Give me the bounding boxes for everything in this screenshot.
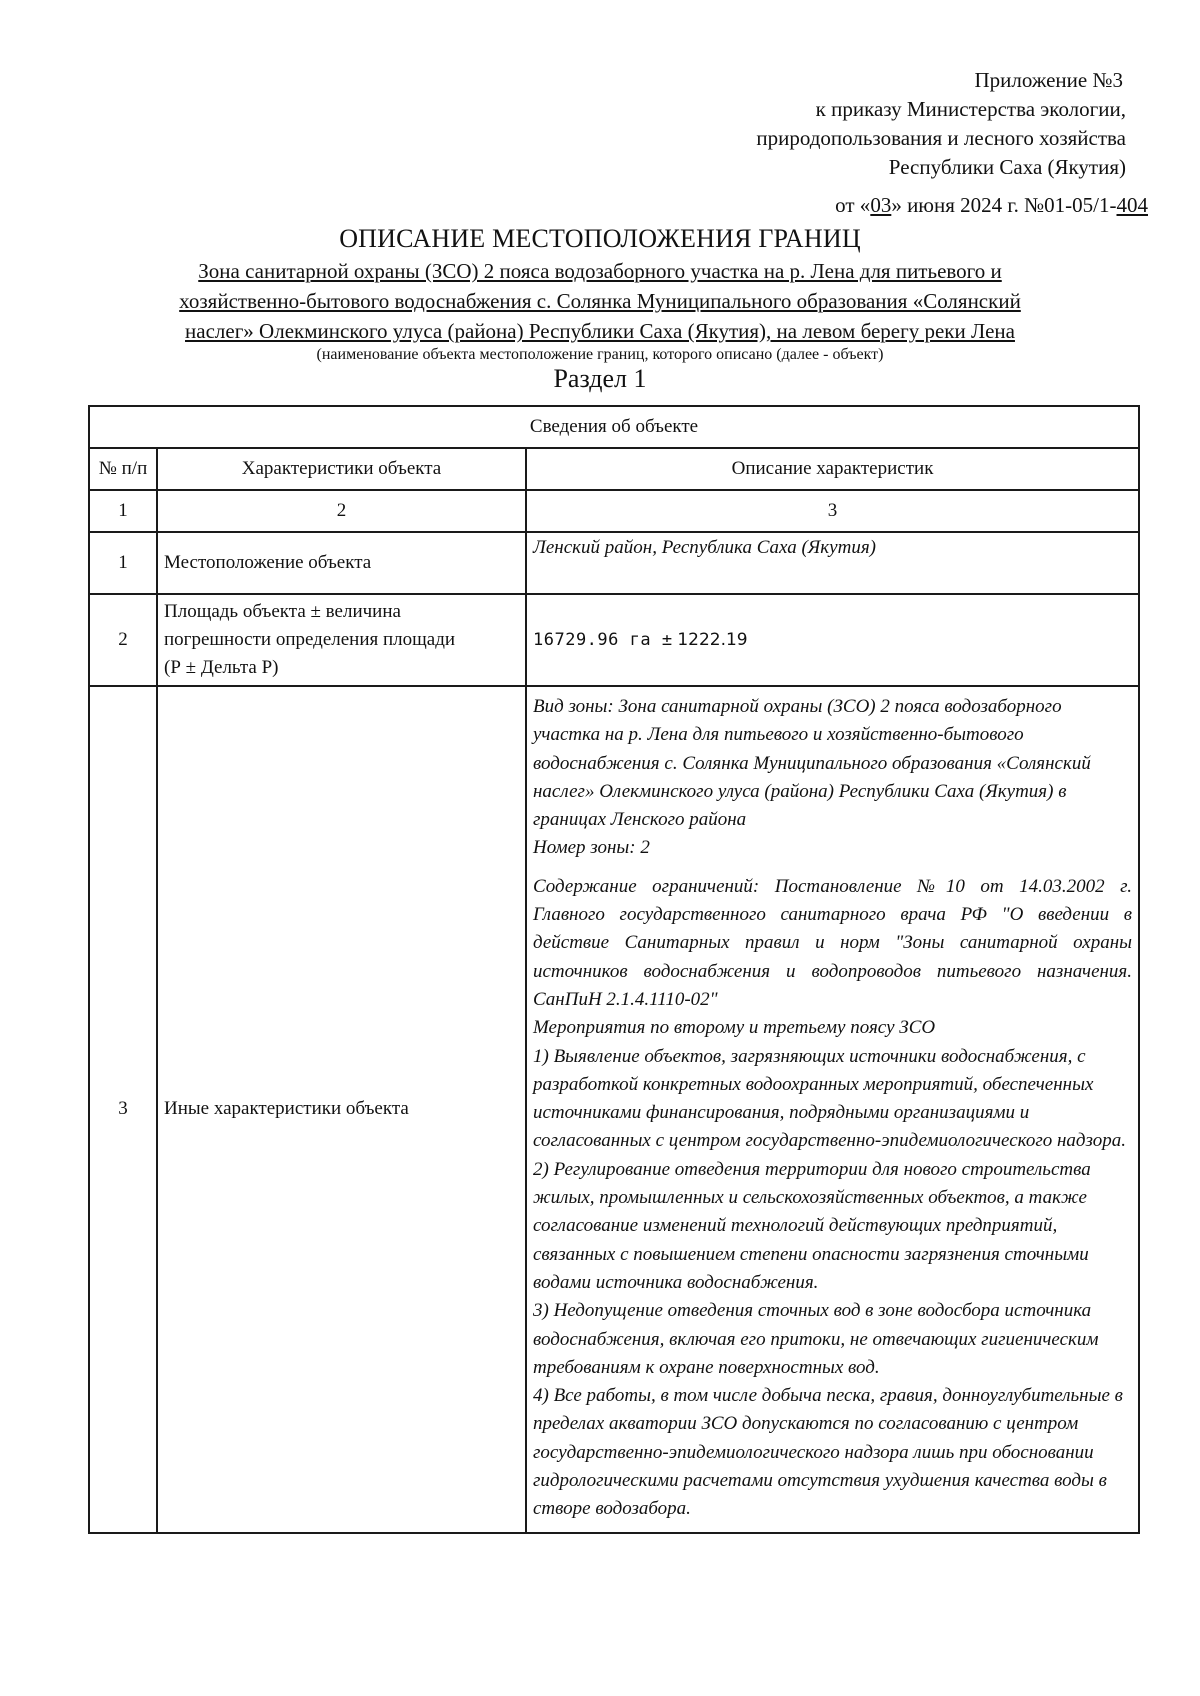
zone-type: Вид зоны: Зона санитарной охраны (ЗСО) 2 пояса водозаборного участка на р. Лена для питьевого и хозяйственно-бытового водоснабжения с. Солянка Муниципального образования «Солянский наслег» Олекминского улуса (района) Республики Саха (Якутия) в границах Ленского района xyxy=(533,696,1091,831)
order-prefix: от « xyxy=(835,193,871,217)
row-number: 2 xyxy=(89,594,157,686)
restrictions-content: Содержание ограничений: Постановление №10 от 14.03.2002 г. Главного государственного санитарного врача РФ "О введении в действие Санитарных правил и норм "Зоны санитарной охраны источников водоснабжения и водопроводов питьевого назначения. СанПиН 2.1.4.1110-02" xyxy=(533,875,1133,1010)
measure-item: 3) Недопущение отведения сточных вод в зоне водосбора источника водоснабжения, включая его притоки, не отвечающих гигиеническим требованиям к охране поверхностных вод. xyxy=(533,1300,1099,1378)
measure-item: 4) Все работы, в том числе добыча песка, гравия, донноуглубительные в пределах акватории ЗСО допускаются по согласованию с центром государственно-эпидемиологического надзора лишь при обосновании гидрологическими расчетами отсутствия ухудшения качества воды в створе водозабора. xyxy=(533,1385,1123,1520)
column-number-cell: 1 xyxy=(89,490,157,532)
column-number-cell: 3 xyxy=(526,490,1139,532)
document-title: ОПИСАНИЕ МЕСТОПОЛОЖЕНИЯ ГРАНИЦ xyxy=(339,224,861,253)
appendix-ministry: природопользования и лесного хозяйства xyxy=(756,126,1126,150)
characteristic-line: Площадь объекта ± величина xyxy=(164,601,401,622)
measure-item: 2) Регулирование отведения территории для нового строительства жилых, промышленных и сельскохозяйственных объектов, а также согласование изменений технологий действующих предприятий, связанных с повышением степени опасности загрязнения сточными водами источника водоснабжения. xyxy=(533,1158,1091,1293)
appendix-header xyxy=(548,66,1148,220)
appendix-number: Приложение №3 xyxy=(974,68,1123,92)
object-name-line: Зона санитарной охраны (ЗСО) 2 пояса водозаборного участка на р. Лена для питьевого и xyxy=(198,259,1002,283)
row-characteristic: Иные характеристики объекта xyxy=(157,686,526,1533)
table-row xyxy=(89,594,1139,686)
table-row xyxy=(89,686,1139,1533)
appendix-republic: Республики Саха (Якутия) xyxy=(888,155,1126,179)
table-column-numbers-row xyxy=(89,490,1139,532)
order-date-number xyxy=(548,191,1148,220)
characteristic-line: погрешности определения площади xyxy=(164,629,456,650)
characteristic-line: (Р ± Дельта Р) xyxy=(164,657,279,678)
table-caption-row xyxy=(89,406,1139,448)
order-number: 404 xyxy=(1116,193,1148,217)
section-title: Раздел 1 xyxy=(553,364,647,393)
table-row xyxy=(89,532,1139,594)
row-value: Ленский район, Республика Саха (Якутия) xyxy=(526,532,1139,594)
object-name-note: (наименование объекта местоположение границ, которого описано (далее - объект) xyxy=(316,346,884,363)
column-number-cell: 2 xyxy=(157,490,526,532)
measures-title: Мероприятия по второму и третьему поясу ЗСО xyxy=(533,1017,936,1039)
object-name-line: наслег» Олекминского улуса (района) Республики Саха (Якутия), на левом берегу реки Лена xyxy=(185,319,1015,343)
zone-number: Номер зоны: 2 xyxy=(533,837,650,859)
area-value: 16729.96 га ± xyxy=(533,630,673,650)
table-caption: Сведения об объекте xyxy=(89,406,1139,448)
object-name xyxy=(120,256,1080,346)
table-header-row xyxy=(89,448,1139,490)
row-number: 1 xyxy=(89,532,157,594)
object-name-line: хозяйственно-бытового водоснабжения с. Солянка Муниципального образования «Солянский xyxy=(179,289,1021,313)
row-characteristic xyxy=(157,594,526,686)
row-characteristic: Местоположение объекта xyxy=(157,532,526,594)
row-number: 3 xyxy=(89,686,157,1533)
order-day: 03 xyxy=(870,193,892,217)
order-mid: » июня 2024 г. №01-05/1- xyxy=(891,193,1117,217)
header-cell: Описание характеристик xyxy=(526,448,1139,490)
appendix-order-ref: к приказу Министерства экологии, xyxy=(815,97,1126,121)
header-cell: № п/п xyxy=(89,448,157,490)
row-value xyxy=(526,686,1139,1533)
object-info-table xyxy=(88,405,1140,1534)
header-cell: Характеристики объекта xyxy=(157,448,526,490)
row-value xyxy=(526,594,1139,686)
area-error: 1222.19 xyxy=(677,630,748,650)
measure-item: 1) Выявление объектов, загрязняющих источники водоснабжения, с разработкой конкретных водоохранных мероприятий, обеспеченных источниками финансирования, подрядными организациями и согласованных с центром государственно-эпидемиологического надзора. xyxy=(533,1045,1126,1152)
